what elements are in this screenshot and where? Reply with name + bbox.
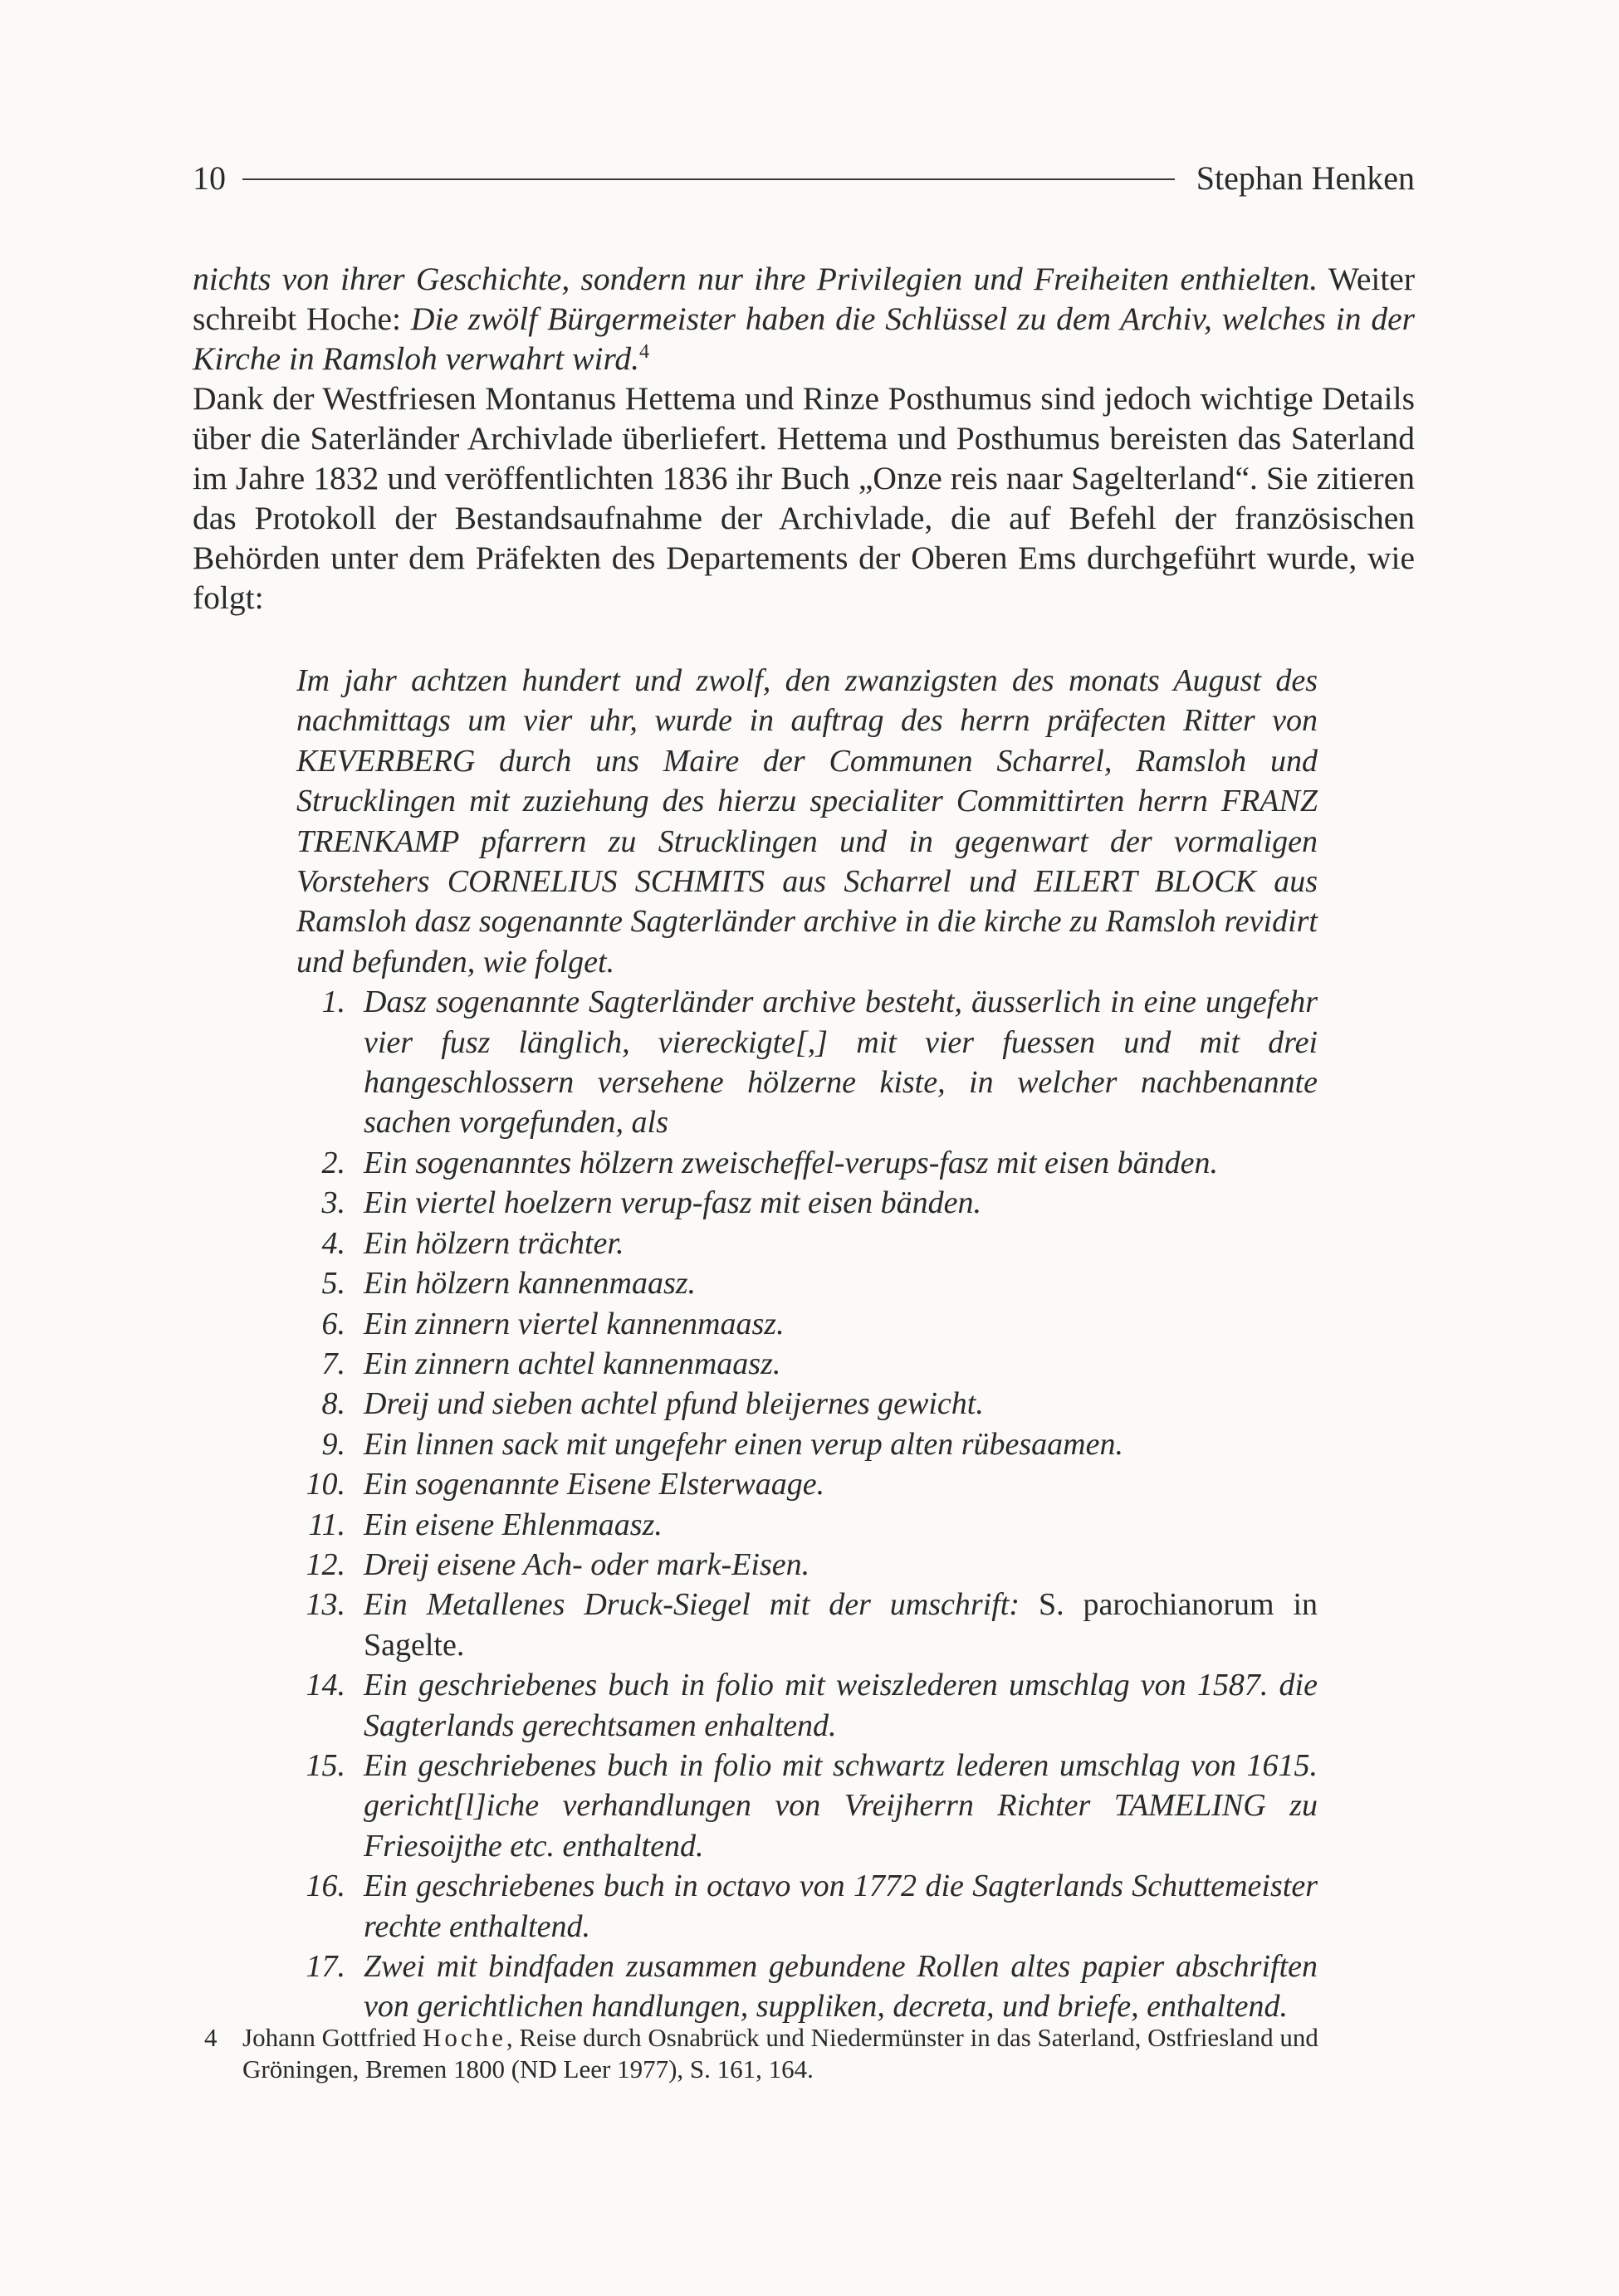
running-header — [193, 154, 1415, 201]
list-item — [296, 1304, 1318, 1344]
list-item — [296, 1746, 1318, 1866]
item-text: Ein hölzern trächter. — [364, 1225, 624, 1261]
item-text: Dreij eisene Ach- oder mark-Eisen. — [364, 1546, 810, 1582]
seal-inscription: S. parochianorum in Sagelte. — [364, 1587, 1318, 1663]
item-number: 7. — [321, 1346, 345, 1381]
list-item — [296, 1344, 1318, 1384]
list-item — [296, 982, 1318, 1143]
list-item — [296, 1424, 1318, 1464]
italic-quote-1: nichts von ihrer Geschichte, sondern nur ihre Privilegien und Freiheiten enthielten. — [193, 261, 1318, 297]
item-number: 1. — [321, 984, 345, 1020]
list-item — [296, 1665, 1318, 1746]
footnote — [204, 2022, 1416, 2085]
item-number: 3. — [321, 1185, 345, 1221]
item-number: 12. — [306, 1546, 345, 1582]
header-rule — [242, 178, 1175, 180]
item-number: 17. — [306, 1949, 345, 1984]
item-number: 6. — [321, 1306, 345, 1341]
inventory-list — [296, 982, 1318, 2027]
item-number: 4. — [321, 1225, 345, 1261]
list-item — [296, 1143, 1318, 1183]
item-number: 11. — [308, 1507, 345, 1542]
protocol-quote — [296, 661, 1318, 2027]
footnote-ref: 4 — [639, 340, 649, 363]
list-item — [296, 1384, 1318, 1424]
item-text: Ein eisene Ehlenmaasz. — [364, 1507, 663, 1542]
item-number: 8. — [321, 1386, 345, 1422]
item-text: Ein sogenanntes hölzern zweischeffel-verups-fasz mit eisen bänden. — [364, 1145, 1219, 1180]
footnote-author-last: Hoche — [422, 2023, 506, 2052]
footnote-line — [204, 2022, 1416, 2085]
item-number: 15. — [306, 1747, 345, 1783]
list-item — [296, 1585, 1318, 1665]
item-text: Ein linnen sack mit ungefehr einen verup alten rübesaamen. — [364, 1426, 1123, 1462]
item-text: Ein geschriebenes buch in folio mit schwartz lederen umschlag von 1615. gericht[l]iche verhandlungen von Vreijherrn Richter TAMELING zu Friesoijthe etc. enthaltend. — [364, 1747, 1318, 1864]
list-item — [296, 1545, 1318, 1585]
item-text: Ein sogenannte Eisene Elsterwaage. — [364, 1467, 825, 1502]
item-number: 9. — [321, 1426, 345, 1462]
item-text: Ein geschriebenes buch in octavo von 1772 die Sagterlands Schuttemeister rechte enthaltend. — [364, 1869, 1318, 1944]
quote-intro: Im jahr achtzen hundert und zwolf, den zwanzigsten des monats August des nachmittags um vier uhr, wurde in auftrag des herrn präfecten Ritter von KEVERBERG durch uns Maire der Communen Scharrel, Ramsloh und Strucklingen mit zuziehung des hierzu specialiter Committirten herrn FRANZ TRENKAMP pfarrern zu Strucklingen und in gegenwart der vormaligen Vorstehers CORNELIUS SCHMITS aus Scharrel und EILERT BLOCK aus Ramsloh dasz sogenannte Sagterländer archive in die kirche zu Ramsloh revidirt und befunden, wie folget. — [296, 663, 1318, 979]
main-text — [193, 259, 1415, 618]
item-number: 16. — [306, 1869, 345, 1904]
paragraph-1-text: Weiter schreibt Hoche: — [193, 261, 1415, 337]
item-text: Dasz sogenannte Sagterländer archive besteht, äusserlich in eine ungefehr vier fusz länglich, viereckigte[,] mit vier fuessen und mit drei hangeschlossern versehene hölzerne kiste, in welcher nachbenannte sachen vorgefunden, als — [364, 984, 1318, 1141]
list-item — [296, 1505, 1318, 1545]
paragraph-2: Dank der Westfriesen Montanus Hettema und Rinze Posthumus sind jedoch wichtige Details über die Saterländer Archivlade überliefert. Hettema und Posthumus bereisten das Saterland im Jahre 1832 und veröffentlichten 1836 ihr Buch „Onze reis naar Sagelterland“. Sie zitieren das Protokoll der Bestandsaufnahme der Archivlade, die auf Befehl der französischen Behörden unter dem Präfekten des Departements der Oberen Ems durchgeführt wurde, wie folgt: — [193, 380, 1415, 616]
paragraph-1 — [193, 259, 1415, 379]
item-number: 14. — [306, 1668, 345, 1703]
list-item — [296, 1224, 1318, 1263]
item-text: Dreij und sieben achtel pfund bleijernes gewicht. — [364, 1386, 984, 1422]
item-text: Ein viertel hoelzern verup-fasz mit eisen bänden. — [364, 1185, 982, 1221]
list-item — [296, 1947, 1318, 2027]
item-text: Ein zinnern achtel kannenmaasz. — [364, 1346, 781, 1381]
item-text — [364, 1585, 1318, 1665]
list-item — [296, 1183, 1318, 1223]
item-text: Ein zinnern viertel kannenmaasz. — [364, 1306, 785, 1341]
item-number: 2. — [321, 1145, 345, 1180]
page-number: 10 — [193, 159, 226, 197]
item-text: Ein geschriebenes buch in folio mit weiszlederen umschlag von 1587. die Sagterlands gerechtsamen enhaltend. — [364, 1668, 1318, 1743]
item-text: Zwei mit bindfaden zusammen gebundene Rollen altes papier abschriften von gerichtlichen handlungen, suppliken, decreta, und briefe, enthaltend. — [364, 1949, 1318, 2025]
header-author: Stephan Henken — [1196, 159, 1415, 197]
item-text-italic: Ein Metallenes Druck-Siegel mit der umschrift: — [364, 1587, 1020, 1623]
footnote-author-first: Johann Gottfried — [242, 2023, 423, 2052]
list-item — [296, 1464, 1318, 1504]
list-item — [296, 1866, 1318, 1947]
item-text: Ein hölzern kannenmaasz. — [364, 1266, 697, 1302]
footnote-number: 4 — [204, 2023, 218, 2052]
italic-quote-2: Die zwölf Bürgermeister haben die Schlüssel zu dem Archiv, welches in der Kirche in Ramsloh verwahrt wird. — [193, 300, 1415, 377]
item-number: 13. — [306, 1587, 345, 1623]
item-number: 10. — [306, 1467, 345, 1502]
list-item — [296, 1263, 1318, 1303]
item-number: 5. — [321, 1266, 345, 1302]
footnote-text — [242, 2022, 1416, 2085]
footnote-citation: , Reise durch Osnabrück und Niedermünster in das Saterland, Ostfriesland und Gröningen, Bremen 1800 (ND Leer 1977), S. 161, 164. — [242, 2023, 1318, 2083]
